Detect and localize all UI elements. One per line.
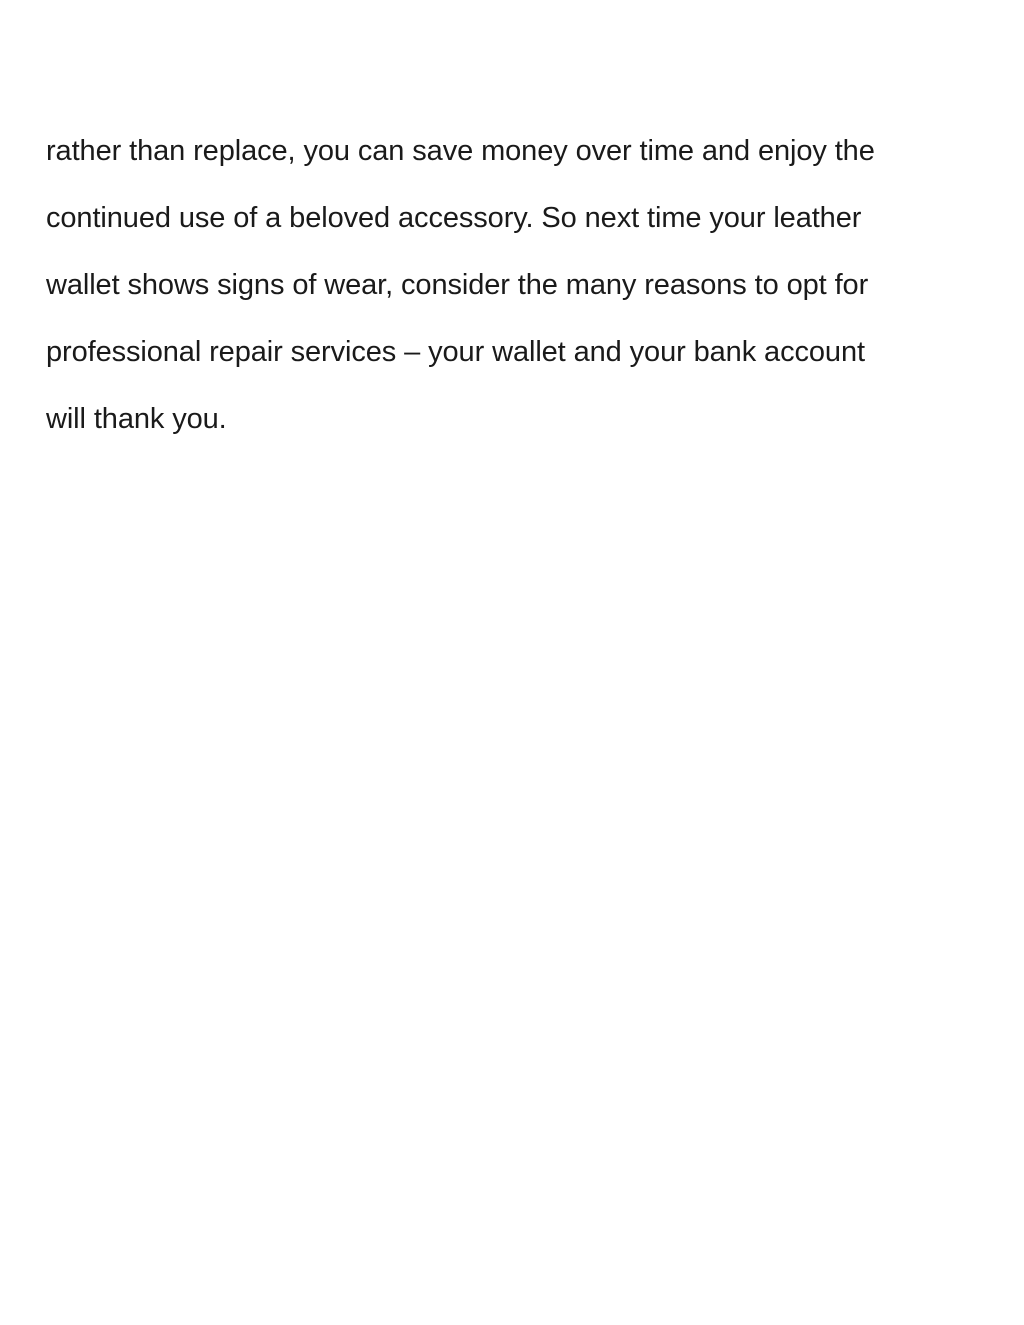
text-line-1: rather than replace, you can save money over time and enjoy the (46, 135, 875, 167)
text-line-4: professional repair services – your wallet and your bank account (46, 336, 865, 368)
text-line-3: wallet shows signs of wear, consider the many reasons to opt for (46, 269, 869, 301)
paragraph (46, 118, 986, 453)
text-line-5: will thank you. (46, 403, 227, 435)
text-line-2: continued use of a beloved accessory. So next time your leather (46, 202, 862, 234)
